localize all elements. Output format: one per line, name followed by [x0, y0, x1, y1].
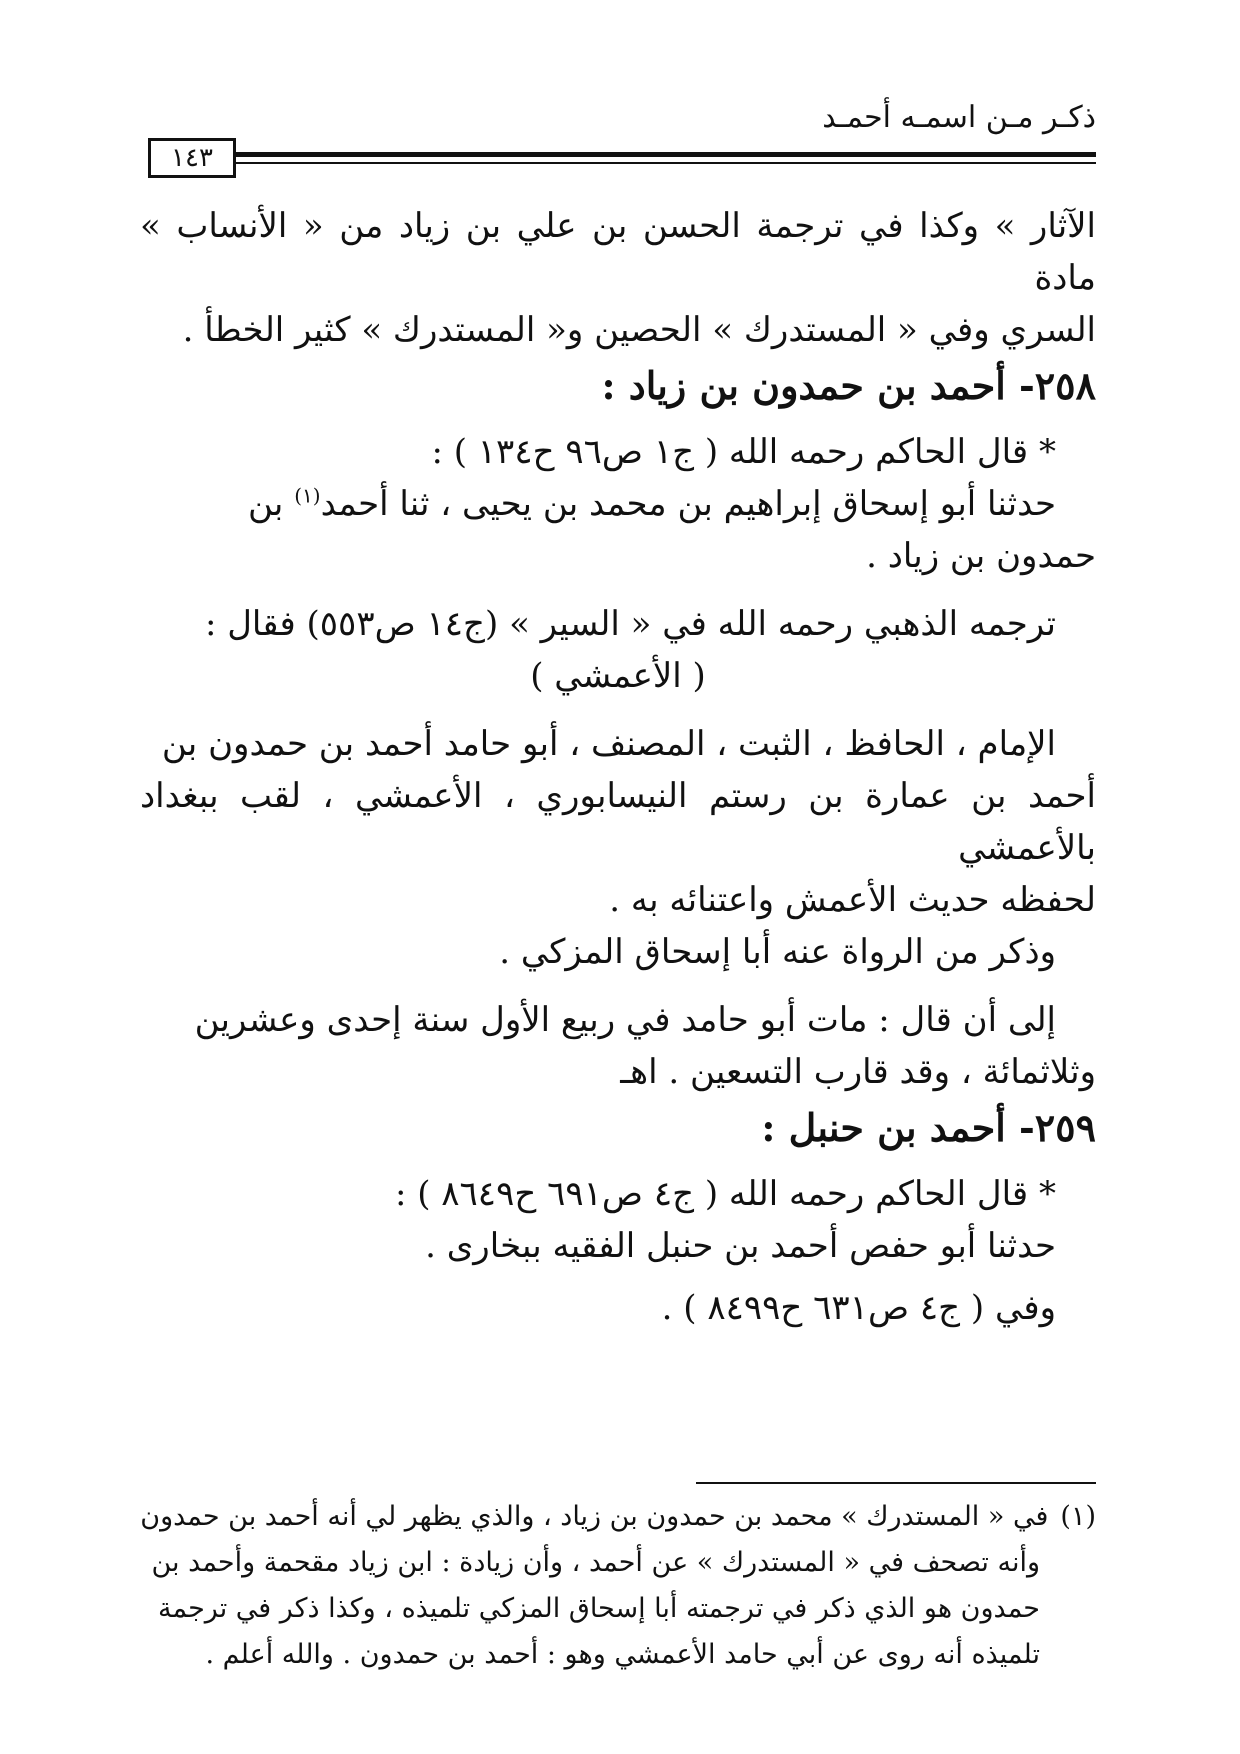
header-rule-thin [236, 162, 1096, 164]
entry-259-heading: ٢٥٩- أحمد بن حنبل : [761, 1105, 1096, 1150]
intro-line-1: الآثار » وكذا في ترجمة الحسن بن علي بن زياد من « الأنساب » مادة [140, 206, 1096, 298]
footnote-separator [696, 1482, 1096, 1484]
dhahabi-reference: ترجمه الذهبي رحمه الله في « السير » (ج١٤ ص٥٥٣) فقال : [204, 604, 1056, 644]
bio-line-2: أحمد بن عمارة بن رستم النيسابوري ، الأعمشي ، لقب ببغداد بالأعمشي [140, 776, 1096, 868]
main-text [140, 200, 1096, 1334]
entry-259-also: وفي ( ج٤ ص٦٣١ ح٨٤٩٩ ) . [661, 1288, 1056, 1328]
footnote-line-1 [140, 1494, 1096, 1540]
entry-259-isnad: حدثنا أبو حفص أحمد بن حنبل الفقيه ببخارى . [425, 1226, 1056, 1266]
death-line-1: إلى أن قال : مات أبو حامد في ربيع الأول سنة إحدى وعشرين [194, 1000, 1056, 1040]
bio-line-1: الإمام ، الحافظ ، الثبت ، المصنف ، أبو حامد أحمد بن حمدون بن [161, 724, 1056, 764]
footnote-number: (١) [1060, 1501, 1096, 1532]
entry-258-hakim-ref: * قال الحاكم رحمه الله ( ج١ ص٩٦ ح١٣٤ ) : [431, 432, 1056, 472]
document-page [140, 0, 1096, 1754]
page-number: ١٤٣ [148, 138, 236, 178]
isnad-text-end: بن [248, 484, 295, 524]
intro-line-2: السري وفي « المستدرك » الحصين و« المستدرك » كثير الخطأ . [182, 310, 1096, 350]
running-title: ذكـر مـن اسمـه أحمـد [822, 100, 1096, 135]
footnote-line-1-text: في « المستدرك » محمد بن حمدون بن زياد ، والذي يظهر لي أنه أحمد بن حمدون [140, 1501, 1049, 1532]
entry-258-isnad-line-2: حمدون بن زياد . [866, 536, 1096, 576]
bio-line-3: لحفظه حديث الأعمش واعتنائه به . [609, 880, 1096, 920]
footnote-marker: (١) [294, 483, 321, 508]
footnote-line-3: حمدون هو الذي ذكر في ترجمته أبا إسحاق المزكي تلميذه ، وكذا ذكر في ترجمة [158, 1593, 1040, 1624]
narrators-line: وذكر من الرواة عنه أبا إسحاق المزكي . [499, 932, 1056, 972]
laqab: ( الأعمشي ) [530, 656, 706, 696]
entry-259-hakim-ref: * قال الحاكم رحمه الله ( ج٤ ص٦٩١ ح٨٦٤٩ ) : [394, 1174, 1056, 1214]
isnad-text: حدثنا أبو إسحاق إبراهيم بن محمد بن يحيى ، ثنا أحمد [320, 484, 1056, 524]
footnote [140, 1494, 1096, 1678]
footnote-line-2: وأنه تصحف في « المستدرك » عن أحمد ، وأن زيادة : ابن زياد مقحمة وأحمد بن [151, 1547, 1040, 1578]
entry-258-isnad-line-1 [140, 478, 1096, 530]
entry-258-heading: ٢٥٨- أحمد بن حمدون بن زياد : [601, 363, 1096, 408]
death-line-2: وثلاثمائة ، وقد قارب التسعين . اهـ [620, 1052, 1096, 1092]
header-rule-thick [236, 152, 1096, 157]
footnote-line-4: تلميذه أنه روى عن أبي حامد الأعمشي وهو : أحمد بن حمدون . والله أعلم . [205, 1639, 1040, 1670]
